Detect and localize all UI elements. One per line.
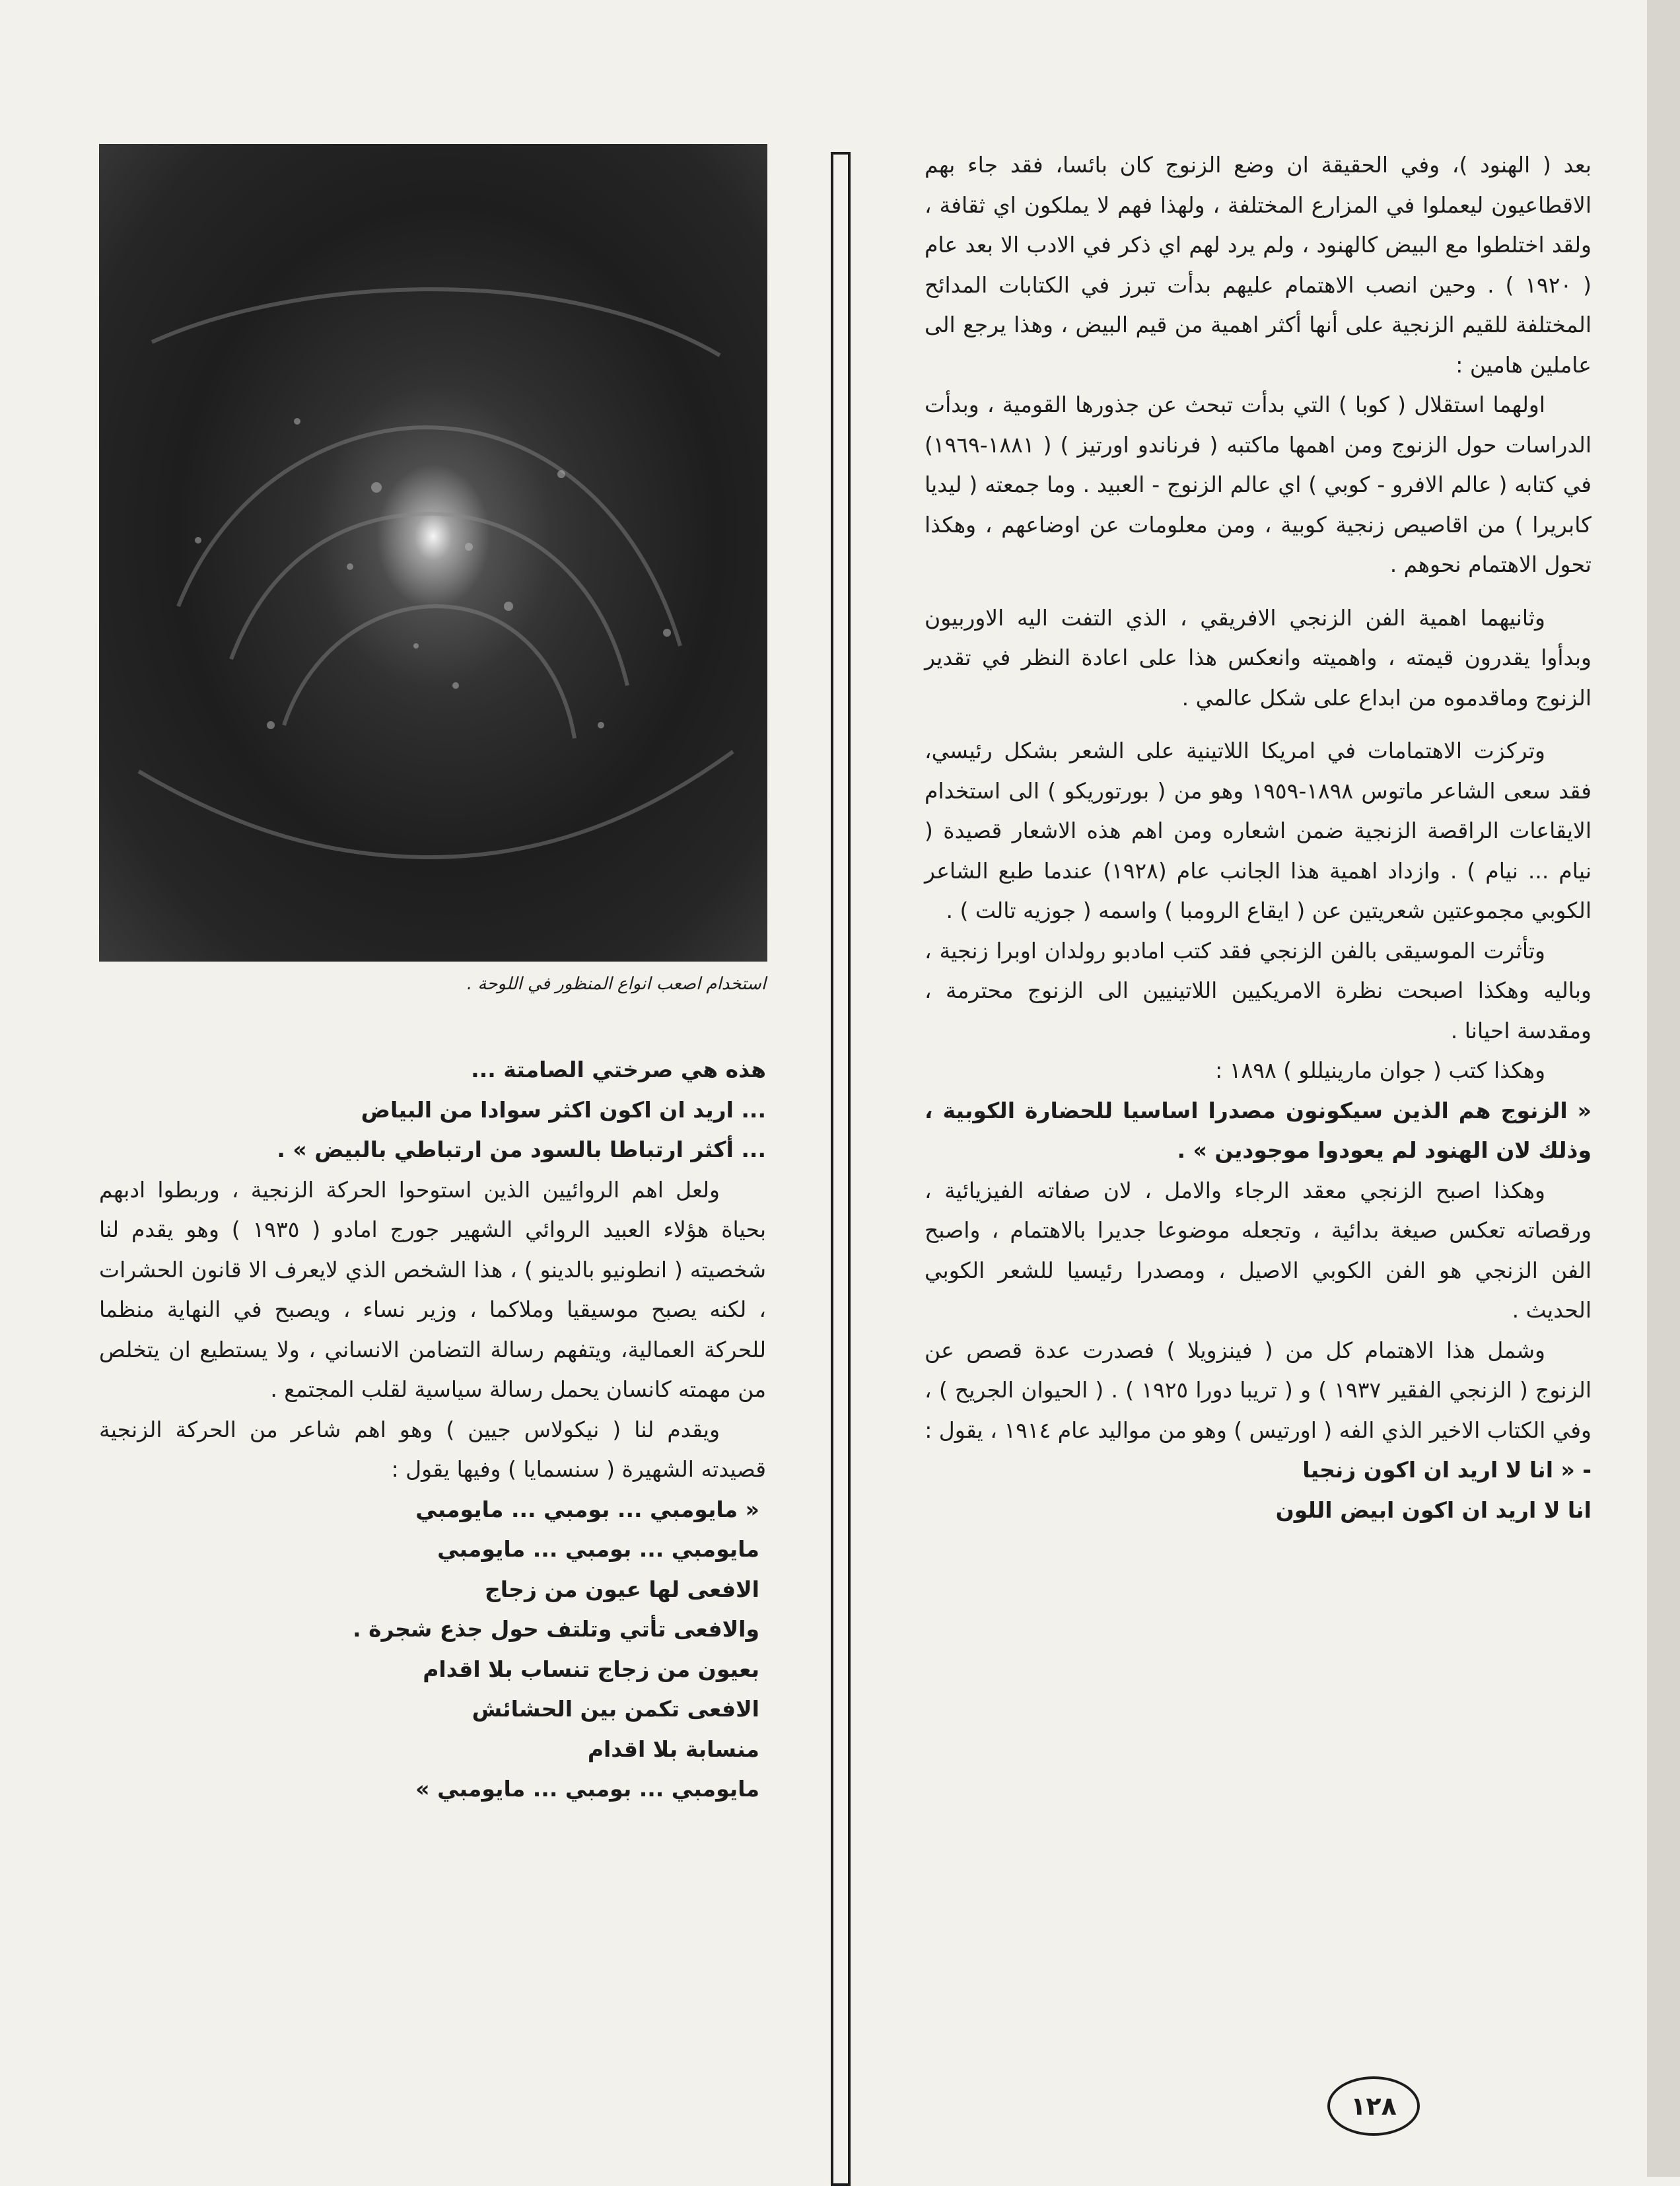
poem-line: الافعى لها عيون من زجاج <box>485 1576 759 1602</box>
quote-line: ... اريد ان اكون اكثر سوادا من البياض <box>361 1096 766 1123</box>
paragraph: وتأثرت الموسيقى بالفن الزنجي فقد كتب امادبو رولدان اوبرا زنجية ، وباليه وهكذا اصبحت نظرة الامريكيين اللاتينيين الى الزنوج محترمة ، ومقدسة احيانا . <box>925 937 1592 1043</box>
poem-line: والافعى تأتي وتلتف حول جذع شجرة . <box>353 1616 759 1642</box>
paragraph: وشمل هذا الاهتمام كل من ( فينزويلا ) فصدرت عدة قصص عن الزنوج ( الزنجي الفقير ١٩٣٧ ) و ( تريبا دورا ١٩٢٥ ) . ( الحيوان الجريح ) ، وفي الكتاب الاخير الذي الفه ( اورتيس ) وهو من مواليد عام ١٩١٤ ، يقول : <box>925 1337 1592 1443</box>
paragraph: ولعل اهم الروائيين الذين استوحوا الحركة الزنجية ، وربطوا ادبهم بحياة هؤلاء العبيد الروائي الشهير جورج امادو ( ١٩٣٥ ) وهو يقدم لنا شخصيته ( انطونيو بالدينو ) ، هذا الشخص الذي لايعرف الا قانون الحشرات ، لكنه يصبح موسيقيا وملاكما ، وزير نساء ، ويصبح في النهاية منظما للحركة العمالية، ويتفهم رسالة التضامن الانساني ، ولا يستطيع ان يتخلص من مهمته كانسان يحمل رسالة سياسية لقلب المجتمع . <box>99 1176 767 1402</box>
poem-line: « مايومبي ... بومبي ... مايومبي <box>415 1496 759 1522</box>
page-edge <box>1647 0 1680 2177</box>
quote: « الزنوج هم الذين سيكونون مصدرا اساسيا للحضارة الكوبية ، وذلك لان الهنود لم يعودوا موجودين » . <box>925 1097 1592 1163</box>
column-divider <box>831 152 851 2186</box>
poem-line: مايومبي ... بومبي ... مايومبي » <box>415 1776 759 1802</box>
paragraph: وتركزت الاهتمامات في امريكا اللاتينية على الشعر بشكل رئيسي، فقد سعى الشاعر ماتوس ١٨٩٨-١٩٥٩ وهو من ( بورتوريكو ) الى استخدام الايقاعات الراقصة الزنجية ضمن اشعاره ومن اهم هذه الاشعار قصيدة ( نيام ... نيام ) . وازداد اهمية هذا الجانب عام (١٩٢٨) عندما طبع الشاعر الكوبي مجموعتين شعريتين عن ( ايقاع الرومبا ) واسمه ( جوزيه تالت ) . <box>925 738 1592 923</box>
right-text-column <box>925 145 1592 1530</box>
poem-line: مايومبي ... بومبي ... مايومبي <box>437 1536 759 1562</box>
poem-line: بعيون من زجاج تنساب بلا اقدام <box>423 1656 759 1682</box>
paragraph: وثانيهما اهمية الفن الزنجي الافريقي ، الذي التفت اليه الاوربيون وبدأوا يقدرون قيمته ، واهميته وانعكس هذا على اعادة النظر في تقدير الزنوج وماقدموه من ابداع على شكل عالمي . <box>925 604 1592 711</box>
paragraph: بعد ( الهنود )، وفي الحقيقة ان وضع الزنوج كان بائسا، فقد جاء بهم الاقطاعيون ليعملوا في المزارع المختلفة ، ولهذا فهم لا يملكون اي ثقافة ، ولقد اختلطوا مع البيض كالهنود ، ولم يرد لهم اي ذكر في الادب الا بعد عام ( ١٩٢٠ ) . وحين انصب الاهتمام عليهم بدأت تبرز في الكتابات المدائح المختلفة للقيم الزنجية على أنها أكثر اهمية من قيم البيض ، وهذا يرجع الى عاملين هامين : <box>925 152 1592 378</box>
poem <box>99 1490 766 1810</box>
quote-line: - « انا لا اريد ان اكون زنجيا <box>1302 1457 1592 1483</box>
quote-line: هذه هي صرختي الصامتة ... <box>471 1057 766 1082</box>
quote-line: انا لا اريد ان اكون ابيض اللون <box>1275 1497 1592 1523</box>
poem-line: الافعى تكمن بين الحشائش <box>472 1696 759 1722</box>
paragraph: ويقدم لنا ( نيكولاس جيين ) وهو اهم شاعر من الحركة الزنجية قصيدته الشهيرة ( سنسمايا ) وفيها يقول : <box>99 1416 766 1482</box>
photo-caption: استخدام اصعب انواع المنظور في اللوحة . <box>466 974 766 994</box>
paragraph: اولهما استقلال ( كوبا ) التي بدأت تبحث عن جذورها القومية ، وبدأت الدراسات حول الزنوج ومن اهمها ماكتبه ( فرناندو اورتيز ) ( ١٨٨١-١٩٦٩) في كتابه ( عالم الافرو - كوبي ) اي عالم الزنوج - العبيد . وما جمعته ( ليديا كابريرا ) من اقاصيص زنجية كوبية ، ومن معلومات عن اوضاعهم ، وهكذا تحول الاهتمام نحوهم . <box>925 392 1592 577</box>
paragraph: وهكذا كتب ( جوان مارينيللو ) ١٨٩٨ : <box>1215 1057 1545 1083</box>
quote-line: ... أكثر ارتباطا بالسود من ارتباطي بالبيض » . <box>277 1137 766 1162</box>
left-text-column <box>99 1050 766 1810</box>
poem-line: منسابة بلا اقدام <box>587 1736 759 1762</box>
page-number: ١٢٨ <box>1327 2076 1420 2136</box>
photo-texture <box>99 144 767 962</box>
paragraph: وهكذا اصبح الزنجي معقد الرجاء والامل ، لان صفاته الفيزيائية ، ورقصاته تعكس صيغة بدائية ، وتجعله موضوعا جديرا بالاهتمام ، واصبح الفن الزنجي هو الفن الكوبي الاصيل ، ومصدرا رئيسيا للشعر الكوبي الحديث . <box>925 1177 1592 1323</box>
photo <box>99 144 767 962</box>
